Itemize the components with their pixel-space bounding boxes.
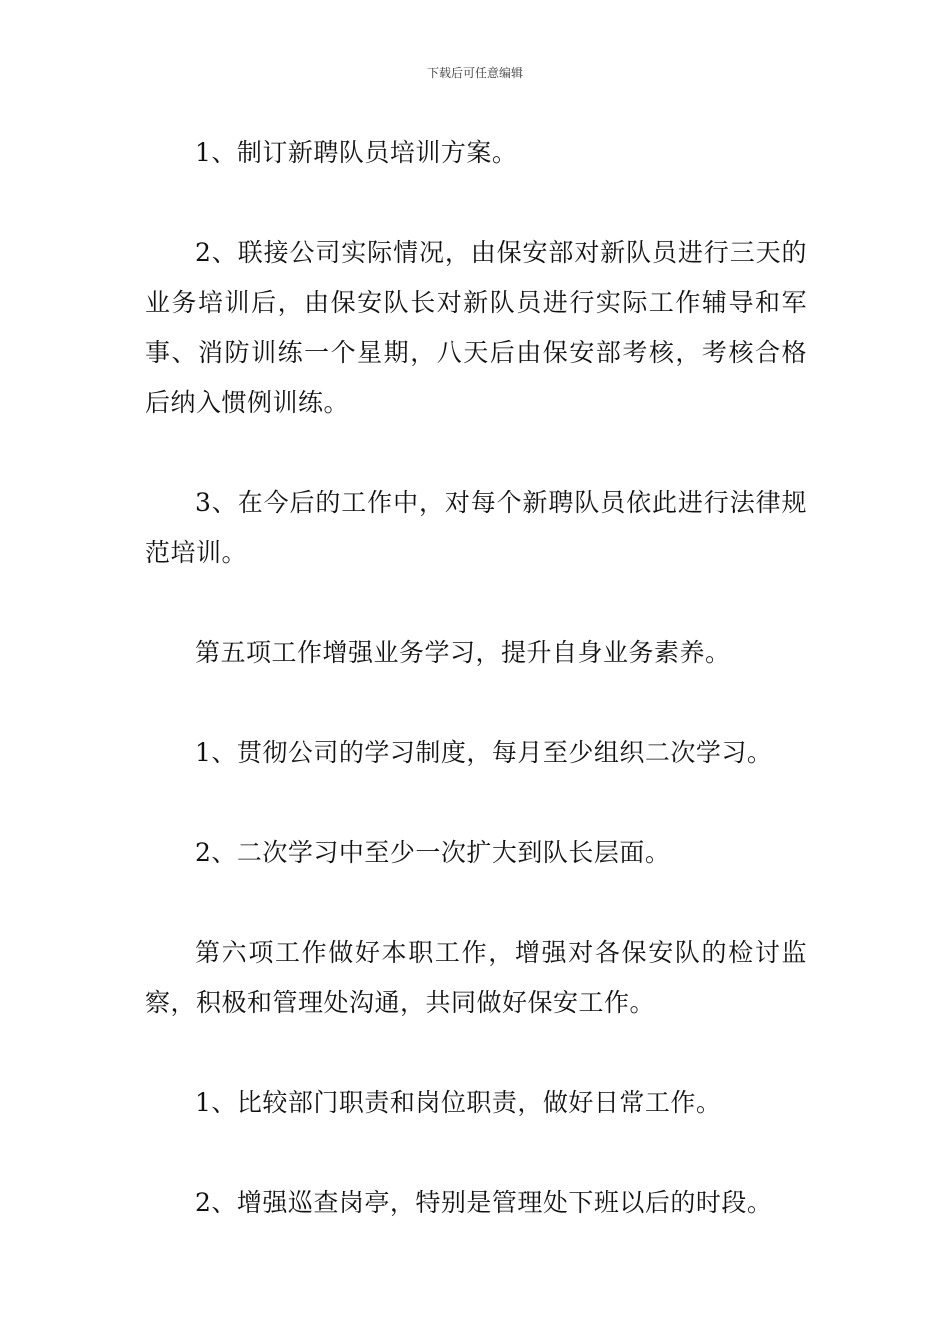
document-body [145, 128, 807, 1228]
paragraph-patrol: 2、增强巡查岗亭，特别是管理处下班以后的时段。 [195, 1188, 773, 1217]
paragraph-training-plan: 1、制订新聘队员培训方案。 [195, 138, 518, 167]
paragraph-item-six-heading: 第六项工作做好本职工作，增强对各保安队的检讨监察，积极和管理处沟通，共同做好保安工作。 [145, 938, 807, 1017]
paragraph-legal-training: 3、在今后的工作中，对每个新聘队员依此进行法律规范培训。 [145, 488, 807, 567]
paragraph-item-five-heading: 第五项工作增强业务学习，提升自身业务素养。 [195, 638, 731, 667]
paragraph-study-scope: 2、二次学习中至少一次扩大到队长层面。 [195, 838, 671, 867]
paragraph-duties: 1、比较部门职责和岗位职责，做好日常工作。 [195, 1088, 722, 1117]
page-header-note: 下载后可任意编辑 [426, 66, 523, 80]
paragraph-new-member-training: 2、联接公司实际情况，由保安部对新队员进行三天的业务培训后，由保安队长对新队员进行实际工作辅导和军事、消防训练一个星期，八天后由保安部考核，考核合格后纳入惯例训练。 [145, 238, 807, 417]
paragraph-study-system: 1、贯彻公司的学习制度，每月至少组织二次学习。 [195, 738, 773, 767]
